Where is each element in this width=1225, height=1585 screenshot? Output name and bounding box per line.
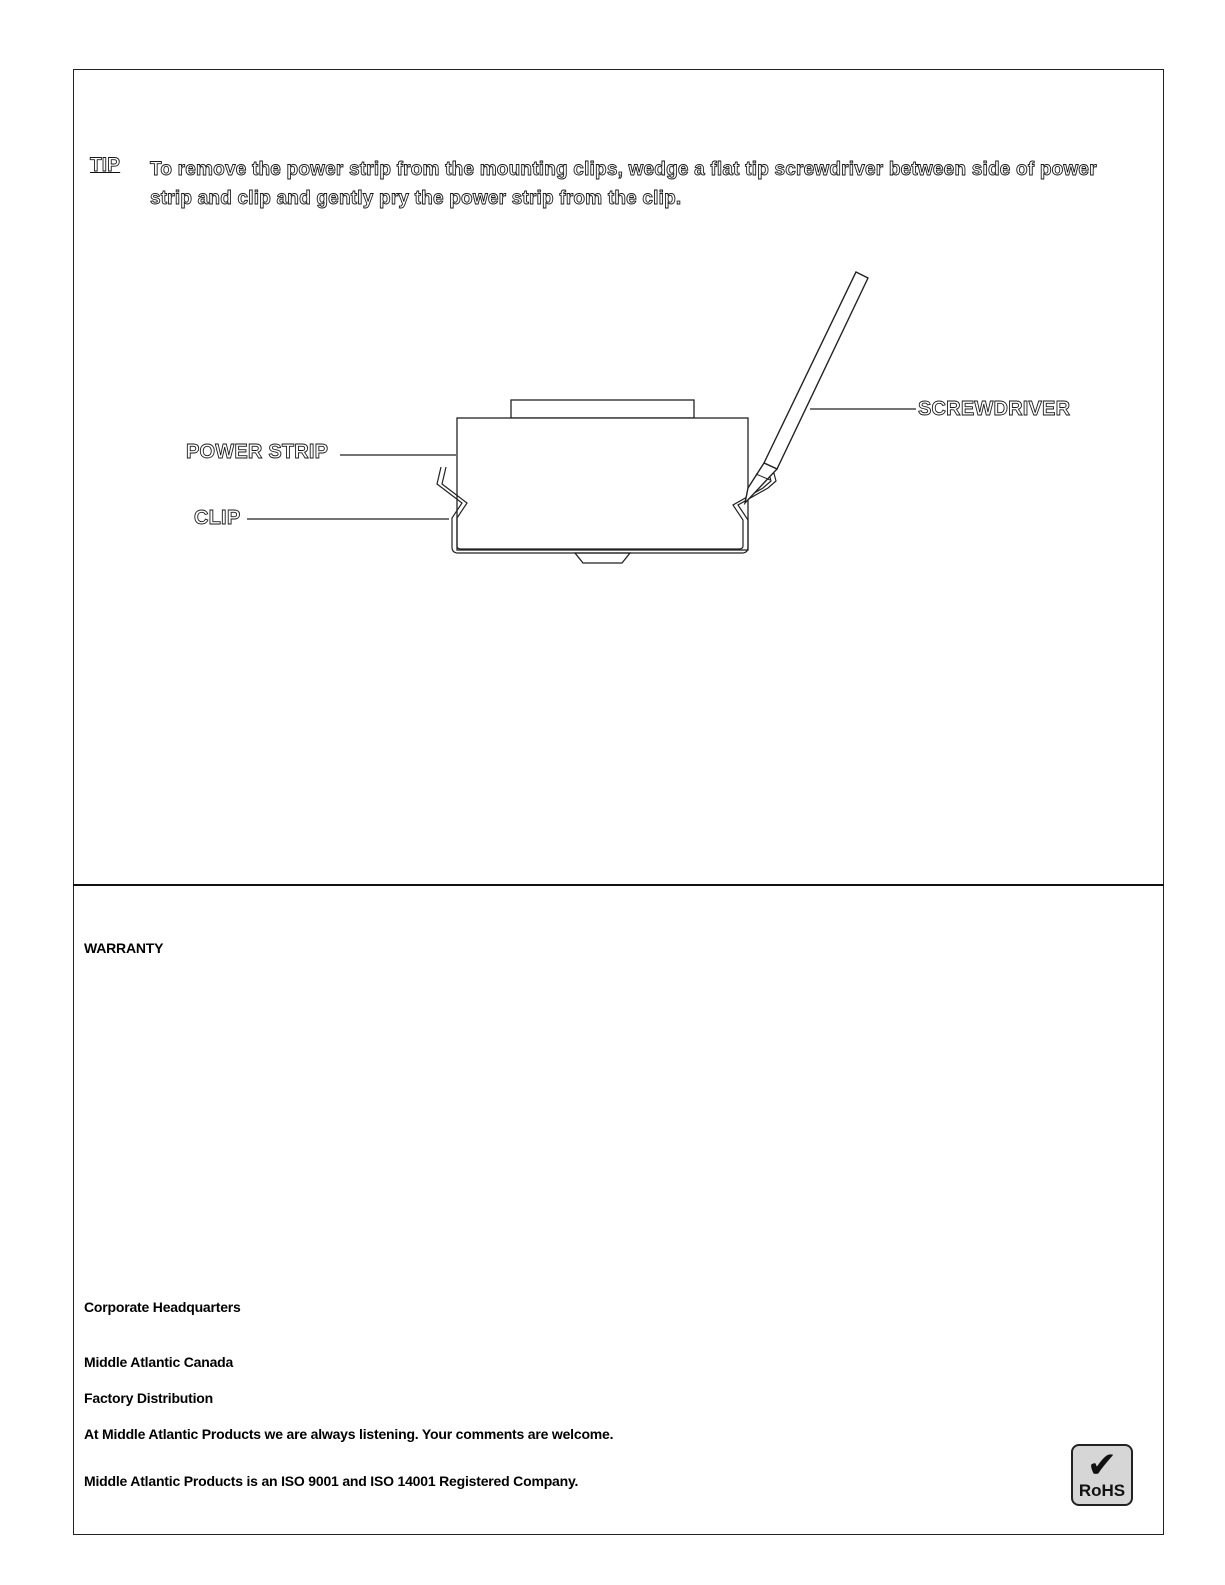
- power-strip-cap: [511, 400, 694, 418]
- tip-text: To remove the power strip from the mounting clips, wedge a flat tip screwdriver between side of power strip and clip and gently pry the power strip from the clip.: [150, 159, 1097, 209]
- rohs-label: RoHS: [1078, 1481, 1126, 1500]
- page-frame-bottom: [73, 1534, 1164, 1535]
- middle-atlantic-canada: Middle Atlantic Canada: [84, 1354, 234, 1370]
- checkmark-icon: ✔: [1086, 1445, 1118, 1486]
- power-strip-label: POWER STRIP: [186, 441, 329, 463]
- warranty-heading: WARRANTY: [84, 940, 164, 956]
- screwdriver-label: SCREWDRIVER: [918, 398, 1071, 420]
- rohs-badge: [1071, 1444, 1133, 1506]
- screwdriver-shaft: [764, 272, 868, 469]
- section-divider: [73, 884, 1164, 886]
- power-strip-body: [457, 418, 748, 550]
- clip-label: CLIP: [194, 507, 241, 529]
- tip-label: TIP: [90, 155, 121, 176]
- comments-statement: At Middle Atlantic Products we are always listening. Your comments are welcome.: [84, 1426, 614, 1442]
- iso-statement: Middle Atlantic Products is an ISO 9001 and ISO 14001 Registered Company.: [84, 1473, 579, 1489]
- screwdriver-tip: [745, 463, 777, 503]
- corporate-headquarters: Corporate Headquarters: [84, 1299, 241, 1315]
- factory-distribution: Factory Distribution: [84, 1390, 214, 1406]
- power-strip-foot: [575, 553, 630, 563]
